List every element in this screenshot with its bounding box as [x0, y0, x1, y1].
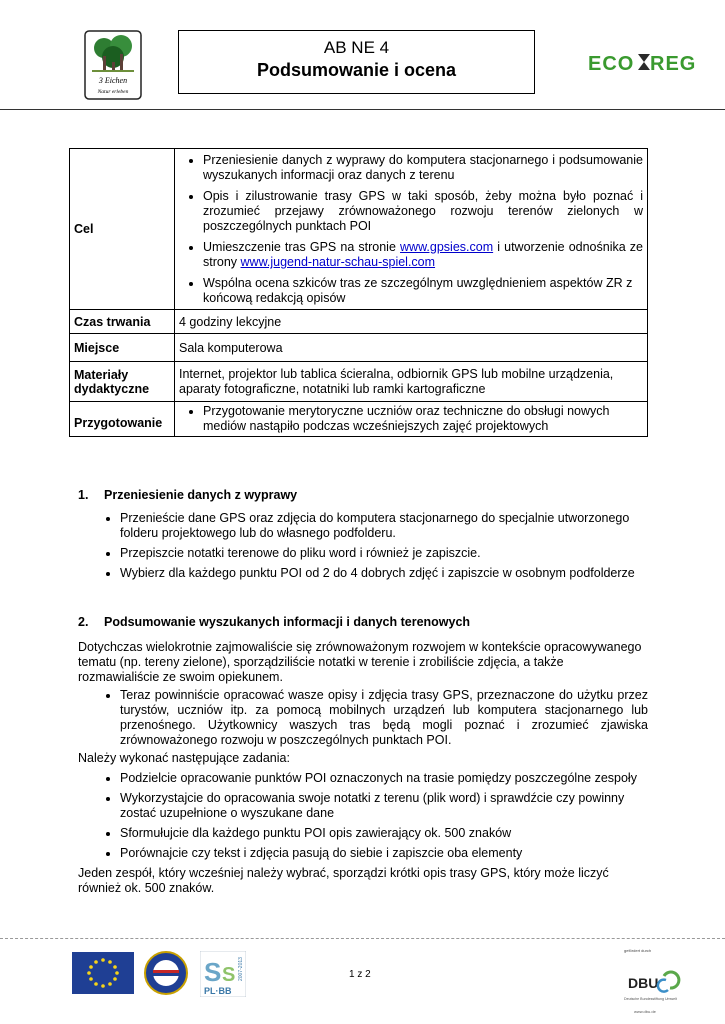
jugend-natur-link[interactable]: www.jugend-natur-schau-spiel.com [240, 255, 436, 269]
closing-note: Jeden zespół, który wcześniej należy wybrać, sporządzi krótki opis trasy GPS, który może liczyć również ok. 500 znaków. [78, 866, 609, 895]
value-miejsce: Sala komputerowa [175, 334, 648, 362]
label-line: Materiały [74, 367, 129, 382]
page-number: 1 z 2 [349, 969, 371, 980]
section-1-heading [78, 488, 648, 503]
prep-item: • Przygotowanie merytoryczne uczniów oraz techniczne do obsługi nowych mediów nastąpiło podczas wcześniejszych zajęć projektowych [203, 404, 643, 434]
document-code: AB NE 4 [323, 38, 390, 57]
dbu-subtitle: Deutsche Bundesstiftung Umwelt [624, 997, 677, 1001]
three-oaks-logo [84, 30, 142, 100]
row-miejsce [70, 334, 648, 362]
goal-item: • Wspólna ocena szkiców tras ze szczególnym uwzględnieniem aspektów ZR z końcową redakcją opisów [203, 276, 643, 306]
dbu-funded-text: gefördert durch [624, 948, 652, 953]
label-przygotowanie: Przygotowanie [70, 402, 175, 437]
section-number: 2. [78, 615, 89, 629]
label-materialy [70, 362, 175, 402]
value-cel [175, 149, 648, 310]
header-divider [0, 109, 725, 110]
row-czas [70, 310, 648, 334]
goal-item: • Opis i zilustrowanie trasy GPS w taki sposób, żeby można było poznać i zrozumieć przejawy zrównoważonego rozwoju terenów zielonych w poszczególnych punktach POI [203, 189, 643, 234]
tasks-intro: Należy wykonać następujące zadania: [78, 751, 290, 765]
section-1 [78, 488, 648, 586]
dbu-url: www.dbu.de [634, 1009, 656, 1014]
eu-flag-logo [72, 952, 134, 999]
lesson-info-table [69, 148, 648, 437]
label-cel: Cel [70, 149, 175, 310]
ecoreg-logo [588, 50, 700, 82]
section-2-heading [78, 615, 648, 630]
pl-bb-label: PL·BB [204, 986, 232, 996]
label-line: dydaktyczne [74, 381, 150, 396]
label-czas: Czas trwania [70, 310, 175, 334]
document-title: Podsumowanie i ocena [256, 60, 457, 80]
value-czas: 4 godziny lekcyjne [175, 310, 648, 334]
step-item: • Przenieście dane GPS oraz zdjęcia do komputera stacjonarnego do specjalnie utworzonego folderu projektowego lub do własnego podfolderu. [120, 511, 648, 541]
svg-text:S: S [222, 964, 236, 986]
row-cel [70, 149, 648, 310]
logo-text: 3 Eichen [98, 76, 128, 85]
dbu-logo [620, 944, 690, 1021]
section-title: Przeniesienie danych z wyprawy [104, 488, 298, 502]
svg-text:REG: REG [650, 53, 697, 75]
goal-item [203, 240, 643, 270]
task-item: • Sformułujcie dla każdego punktu POI opis zawierający ok. 500 znaków [120, 826, 648, 841]
value-przygotowanie [175, 402, 648, 437]
section-number: 1. [78, 488, 89, 502]
goal-text: Umieszczenie tras GPS na stronie [203, 240, 401, 254]
section-2 [78, 615, 648, 896]
goal-item: • Przeniesienie danych z wyprawy do komputera stacjonarnego i podsumowanie wyszukanych informacji oraz danych z terenu [203, 153, 643, 183]
section-2-intro: Dotychczas wielokrotnie zajmowaliście się zrównoważonym rozwojem w kontekście opracowywanego tematu (np. tereny zielone), sporządziliście notatki w terenie i zrobiliście zdjęcia, a także rozmawialiście ze swoim opiekunem. [78, 640, 642, 684]
goal-text: i utworzenie odnośnika ze strony [203, 240, 643, 269]
pl-bb-years: 2007-2013 [238, 957, 244, 981]
label-miejsce: Miejsce [70, 334, 175, 362]
step-item: • Przepiszcie notatki terenowe do pliku word i również je zapiszcie. [120, 546, 648, 561]
ecoreg-wordmark [588, 50, 700, 76]
row-przygotowanie [70, 402, 648, 437]
pl-bb-logo [200, 951, 246, 1002]
value-materialy: Internet, projektor lub tablica ścieralna, odbiornik GPS lub mobilne urządzenia, aparaty fotograficzne, notatniki lub ramki kartograficzne [175, 362, 648, 402]
task-item: • Porównajcie czy tekst i zdjęcia pasują do siebie i zapiszcie oba elementy [120, 846, 648, 861]
title-box [178, 30, 535, 94]
svg-text:ECO: ECO [588, 53, 635, 75]
footer-divider [0, 938, 725, 939]
row-materialy [70, 362, 648, 402]
euroregion-logo [142, 950, 190, 1001]
step-item: • Wybierz dla każdego punktu POI od 2 do 4 dobrych zdjęć i zapiszcie w osobnym podfolderze [120, 566, 648, 581]
task-item: • Teraz powinniście opracować wasze opisy i zdjęcia trasy GPS, przeznaczone do użytku przez turystów, uczniów itp. za pomocą mobilnych urządzeń lub komputera stacjonarnego lub przenośnego. Użytkownicy waszych tras będą mogli poznać i zrozumieć zjawiska zrównoważonego rozwoju w poszczególnych punktach POI. [120, 688, 648, 748]
dbu-text: DBU [628, 975, 659, 991]
svg-text:S: S [204, 957, 222, 987]
section-title: Podsumowanie wyszukanych informacji i danych terenowych [104, 615, 471, 629]
task-item: • Podzielcie opracowanie punktów POI oznaczonych na trasie pomiędzy poszczególne zespoły [120, 771, 648, 786]
task-item: • Wykorzystajcie do opracowania swoje notatki z terenu (plik word) i sprawdźcie czy powinny zostać uzupełnione o wyszukane dane [120, 791, 648, 821]
gpsies-link[interactable]: www.gpsies.com [400, 240, 494, 254]
logo-subtext: Natur erleben [97, 89, 129, 95]
